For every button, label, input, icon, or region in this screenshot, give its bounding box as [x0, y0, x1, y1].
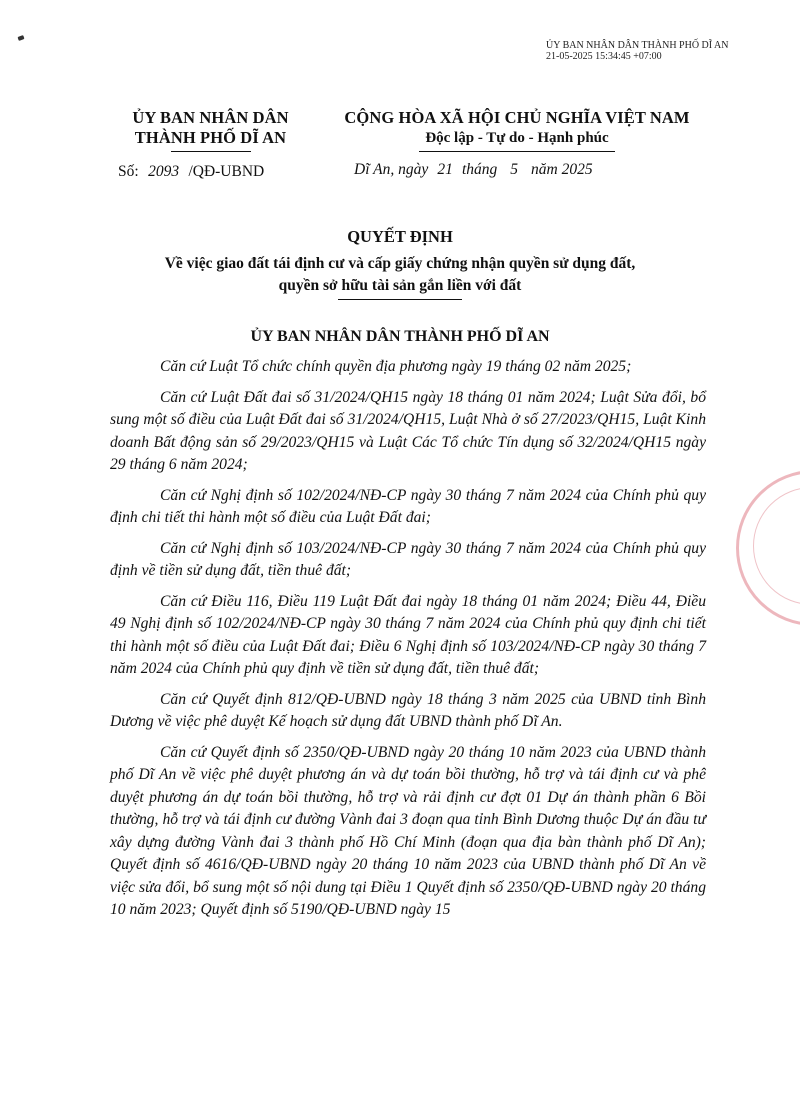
day-handwritten: 21: [437, 161, 453, 178]
document-number: [118, 163, 264, 181]
legal-basis-paragraph: Căn cứ Quyết định 812/QĐ-UBND ngày 18 tháng 3 năm 2025 của UBND tỉnh Bình Dương về việc phê duyệt Kế hoạch sử dụng đất UBND thành phố Dĩ An.: [110, 690, 706, 730]
legal-basis-paragraph: Căn cứ Luật Đất đai số 31/2024/QH15 ngày 18 tháng 01 năm 2024; Luật Sửa đổi, bổ sung một số điều của Luật Đất đai số 31/2024/QH15, Luật Nhà ở số 27/2023/QH15, Luật Kinh doanh Bất động sản số 29/2023/QH15 và Luật Các Tổ chức Tín dụng số 32/2024/QH15 ngày 29 tháng 6 năm 2024;: [110, 388, 706, 473]
number-handwritten: 2093: [148, 163, 180, 180]
subtitle-line-1: Về việc giao đất tái định cư và cấp giấy chứng nhận quyền sử dụng đất,: [164, 255, 636, 272]
document-body: [110, 356, 706, 922]
number-label: Số:: [118, 163, 139, 180]
motto-underline: [419, 151, 615, 152]
agency-line-1: ỦY BAN NHÂN DÂN: [132, 108, 289, 127]
national-motto: Độc lập - Tự do - Hạnh phúc: [425, 130, 609, 146]
document-date: [354, 161, 593, 179]
nation-name: CỘNG HÒA XÃ HỘI CHỦ NGHĨA VIỆT NAM: [344, 108, 690, 127]
signature-signer: ỦY BAN NHÂN DÂN THÀNH PHỐ DĨ AN: [546, 40, 729, 51]
document-subtitle: [0, 253, 800, 297]
month-label: tháng: [461, 161, 498, 178]
agency-underline: [171, 151, 251, 152]
legal-basis-paragraph: Căn cứ Điều 116, Điều 119 Luật Đất đai ngày 18 tháng 01 năm 2024; Điều 44, Điều 49 Nghị định số 102/2024/NĐ-CP ngày 30 tháng 7 năm 2024 của Chính phủ quy định chi tiết thi hành một số điều của Luật Đất đai; Điều 6 Nghị định số 103/2024/NĐ-CP ngày 30 tháng 7 năm 2024 của Chính phủ quy định về tiền sử dụng đất, tiền thuê đất;: [110, 592, 706, 677]
issuing-agency: [108, 108, 313, 152]
national-heading: [322, 108, 712, 152]
month-handwritten: 5: [510, 161, 519, 178]
date-prefix: Dĩ An, ngày: [354, 161, 429, 178]
issuing-authority: ỦY BAN NHÂN DÂN THÀNH PHỐ DĨ AN: [250, 328, 550, 345]
digital-signature-stamp: [546, 40, 729, 62]
legal-basis-paragraph: Căn cứ Quyết định số 2350/QĐ-UBND ngày 20 tháng 10 năm 2023 của UBND thành phố Dĩ An về việc phê duyệt phương án và dự toán bồi thường, hỗ trợ và tái định cư và phê duyệt phương án dự toán bồi thường, hỗ trợ và rải định cư đợt 01 Dự án thành phần 6 Bồi thường, hỗ trợ và tái định cư đường Vành đai 3 đoạn qua tỉnh Bình Dương thuộc Dự án đầu tư xây dựng đường Vành đai 3 thành phố Hồ Chí Minh (đoạn qua địa bàn thành phố Dĩ An); Quyết định số 4616/QĐ-UBND ngày 20 tháng 10 năm 2023 của UBND thành phố Dĩ An về việc sửa đổi, bổ sung một số nội dung tại Điều 1 Quyết định số 2350/QĐ-UBND ngày 20 tháng 10 năm 2023; Quyết định số 5190/QĐ-UBND ngày 15: [110, 743, 706, 918]
legal-basis-paragraph: Căn cứ Nghị định số 102/2024/NĐ-CP ngày 30 tháng 7 năm 2024 của Chính phủ quy định chi tiết thi hành một số điều của Luật Đất đai;: [110, 486, 706, 526]
signature-timestamp: 21-05-2025 15:34:45 +07:00: [546, 51, 662, 62]
year-text: năm 2025: [531, 161, 593, 178]
scan-mark: [17, 35, 24, 41]
document-title: QUYẾT ĐỊNH: [347, 227, 453, 246]
agency-line-2: THÀNH PHỐ DĨ AN: [134, 128, 287, 147]
subtitle-line-2: quyền sở hữu tài sản gắn liền với đất: [278, 277, 522, 294]
legal-basis-paragraph: Căn cứ Nghị định số 103/2024/NĐ-CP ngày 30 tháng 7 năm 2024 của Chính phủ quy định về tiền sử dụng đất, tiền thuê đất;: [110, 539, 706, 579]
subtitle-divider: [338, 299, 462, 300]
number-suffix: /QĐ-UBND: [188, 163, 265, 180]
red-seal-stamp: [736, 470, 800, 626]
legal-basis-paragraph: Căn cứ Luật Tổ chức chính quyền địa phương ngày 19 tháng 02 năm 2025;: [160, 358, 632, 375]
seal-inner-ring: [753, 487, 800, 605]
